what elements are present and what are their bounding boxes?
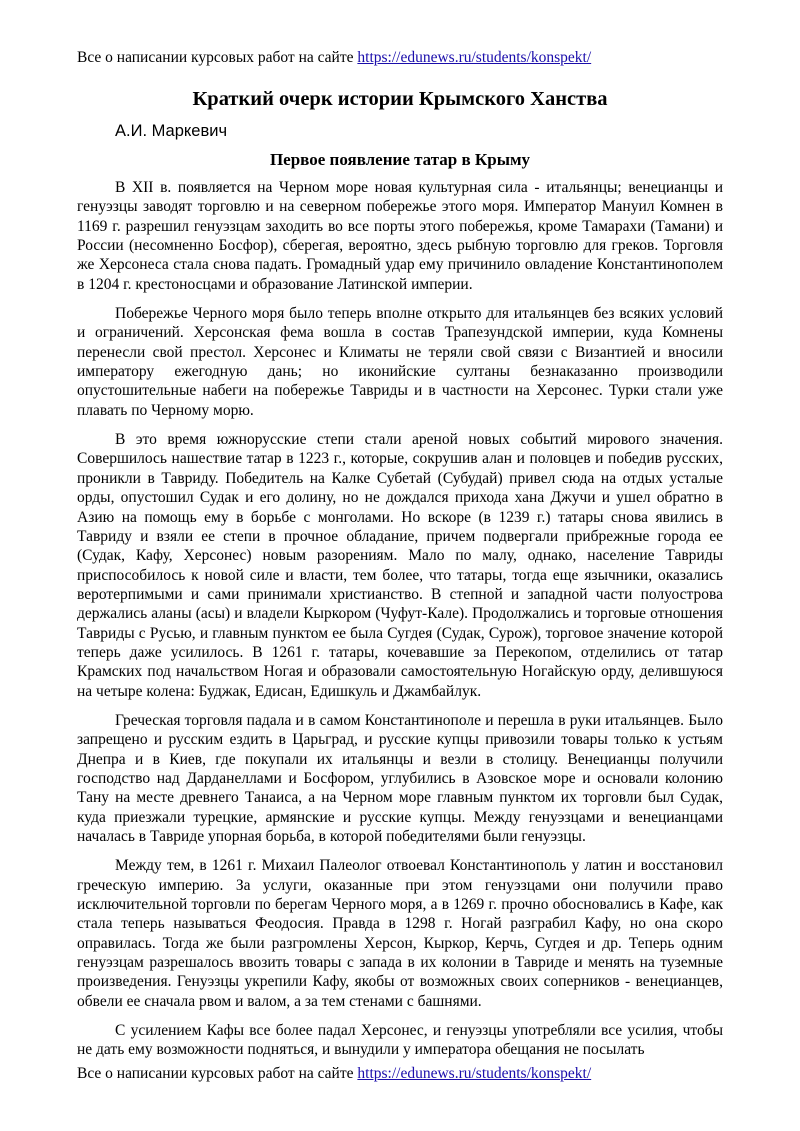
- page-header: [77, 48, 727, 67]
- header-link[interactable]: https://edunews.ru/students/konspekt/: [357, 49, 592, 66]
- paragraph: Греческая торговля падала и в самом Константинополе и перешла в руки итальянцев. Было запрещено и русским ездить в Царьград, и русские купцы привозили товары только к устьям Днепра и в Киев, где покупали их итальянцы и везли в столицу. Венецианцы получили господство над Дарданеллами и Босфором, углубились в Азовское море и основали колонию Тану на месте древнего Танаиса, а на Черном море главным пунктом их торговли был Судак, куда приезжали турецкие, армянские и русские купцы. Между генуэзцами и венецианцами началась в Тавриде упорная борьба, в которой победителями были генуэзцы.: [77, 711, 723, 845]
- header-text: Все о написании курсовых работ на сайте: [77, 49, 358, 66]
- footer-link[interactable]: https://edunews.ru/students/konspekt/: [357, 1065, 592, 1082]
- paragraph: В это время южнорусские степи стали ареной новых событий мирового значения. Совершилось нашествие татар в 1223 г., которые, сокрушив алан и половцев и победив русских, проникли в Тавриду. Победитель на Калке Субетай (Субудай) привел сюда на отдых усталые орды, опустошил Судак и его долину, но не дождался прихода хана Джучи и ушел обратно в Азию на помощь ему в борьбе с монголами. Но вскоре (в 1239 г.) татары снова явились в Тавриду и взяли ее степи в прочное обладание, причем подвергали прибрежные города ее (Судак, Кафу, Херсонес) новым разорениям. Мало по малу, однако, население Тавриды приспособилось к новой силе и власти, тем более, что татары, тогда еще язычники, оказались веротерпимыми и сами принимали христианство. В степной и западной части полуострова держались аланы (асы) и владели Кыркором (Чуфут-Кале). Продолжались и торговые отношения Тавриды с Русью, и главным пунктом ее была Сугдея (Судак, Сурож), торговое значение которой теперь даже усилилось. В 1261 г. татары, кочевавшие за Перекопом, отделились от татар Крамских под начальством Ногая и образовали самостоятельную Ногайскую орду, делившуюся на четыре колена: Буджак, Едисан, Едишкуль и Джамбайлук.: [77, 431, 723, 700]
- footer-text: Все о написании курсовых работ на сайте: [77, 1065, 358, 1082]
- section-title: Первое появление татар в Крыму: [269, 150, 531, 169]
- page-footer: [77, 1064, 727, 1083]
- paragraph: Между тем, в 1261 г. Михаил Палеолог отвоевал Константинополь у латин и восстановил греческую империю. За услуги, оказанные при этом генуэзцами они получили право исключительной торговли по берегам Черного моря, а в 1269 г. прочно обосновались в Кафе, как стала теперь называться Феодосия. Правда в 1298 г. Ногай разграбил Кафу, но она скоро оправилась. Тогда же были разгромлены Херсон, Кыркор, Керчь, Сугдея и др. Теперь одним генуэзцам разрешалось ввозить товары с запада в их колонии в Тавриде и менять на туземные произведения. Генуэзцы укрепили Кафу, якобы от возможных своих соперников - венецианцев, обвели ее сначала рвом и валом, а за тем стенами с башнями.: [77, 857, 723, 1010]
- paragraph: Побережье Черного моря было теперь вполне открыто для итальянцев без всяких условий и ограничений. Херсонская фема вошла в состав Трапезундской империи, куда Комнены перенесли свой престол. Херсонес и Климаты не теряли свой связи с Византией и вносили императору ежегодную дань; но иконийские султаны безнаказанно производили опустошительные набеги на побережье Тавриды и в частности на Херсонес. Турки стали уже плавать по Черному морю.: [77, 305, 723, 419]
- paragraph: В XII в. появляется на Черном море новая культурная сила - итальянцы; венецианцы и генуэзцы заводят торговлю и на северном побережье этого моря. Император Мануил Комнен в 1169 г. разрешил генуэзцам заходить во все порты этого побережья, кроме Тамарахи (Тамани) и России (несомненно Босфор), сберегая, вероятно, здесь рыбную торговлю для греков. Торговля же Херсонеса стала снова падать. Громадный удар ему причинило овладение Константинополем в 1204 г. крестоносцами и образование Латинской империи.: [77, 179, 723, 293]
- paragraph: С усилением Кафы все более падал Херсонес, и генуэзцы употребляли все усилия, чтобы не дать ему возможности подняться, и вынудили у императора обещания не посылать: [77, 1022, 723, 1058]
- author-name: А.И. Маркевич: [115, 122, 228, 140]
- document-title: Краткий очерк истории Крымского Ханства: [192, 88, 608, 110]
- body-text: [77, 178, 723, 1058]
